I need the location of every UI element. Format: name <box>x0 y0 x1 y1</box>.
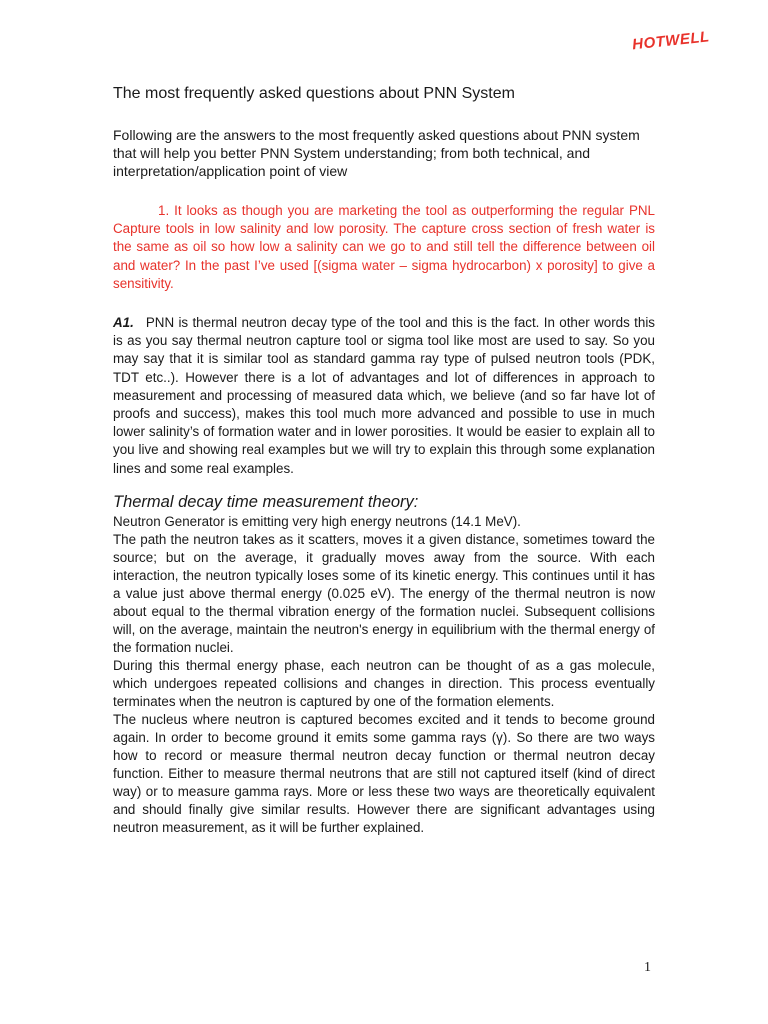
document-title: The most frequently asked questions about PNN System <box>113 85 515 102</box>
answer-1-label: A1. <box>113 315 134 331</box>
section-heading: Thermal decay time measurement theory: <box>113 492 419 511</box>
answer-1 <box>113 314 655 478</box>
body-paragraph-1: Neutron Generator is emitting very high energy neutrons (14.1 MeV). <box>113 513 521 529</box>
question-1: 1. It looks as though you are marketing the tool as outperforming the regular PNL Capture tools in low salinity and low porosity. The capture cross section of fresh water is the same as oil so how low a salinity can we go to and still tell the difference between oil and water? In the past I’ve used [(sigma water – sigma hydrocarbon) x porosity] to give a sensitivity. <box>113 203 655 291</box>
body-paragraph-2: The path the neutron takes as it scatters, moves it a given distance, sometimes toward the source; but on the average, it gradually moves away from the source. With each interaction, the neutron typically loses some of its kinetic energy. This continues until it has a value just above thermal energy (0.025 eV). The energy of the thermal neutron is now about equal to the thermal vibration energy of the formation nuclei. Subsequent collisions will, on the average, maintain the neutron's energy in equilibrium with the thermal energy of the formation nuclei. <box>113 531 655 655</box>
body-paragraph-3: During this thermal energy phase, each neutron can be thought of as a gas molecule, which undergoes repeated collisions and changes in direction. This process eventually terminates when the neutron is captured by one of the formation elements. <box>113 657 655 709</box>
intro-paragraph: Following are the answers to the most frequently asked questions about PNN system that will help you better PNN System understanding; from both technical, and interpretation/application point of view <box>113 127 640 179</box>
answer-1-text: PNN is thermal neutron decay type of the tool and this is the fact. In other words this is as you say thermal neutron capture tool or sigma tool like most are used to say. So you may say that it is similar tool as standard gamma ray type of pulsed neutron tools (PDK, TDT etc..). However there is a lot of advantages and lot of differences in approach to measurement and processing of measured data which, we believe (and so far have lot of proofs and success), makes this tool much more advanced and possible to use in much lower salinity’s of formation water and in lower porosities. It would be easier to explain all to you live and showing real examples but we will try to explain this through some explanation lines and some real examples. <box>113 315 655 476</box>
document-body <box>113 84 655 837</box>
page-number: 1 <box>644 960 651 975</box>
body-paragraph-4: The nucleus where neutron is captured becomes excited and it tends to become ground again. In order to become ground it emits some gamma rays (γ). So there are two ways how to record or measure thermal neutron decay function or thermal neutron decay function. Either to measure thermal neutrons that are still not captured itself (kind of direct way) or to measure gamma rays. More or less these two ways are theoretically equivalent and should finally give similar results. However there are significant advantages using neutron measurement, as it will be further explained. <box>113 711 655 835</box>
svg-text:HOTWELL: HOTWELL <box>631 28 711 54</box>
hotwell-logo <box>630 26 711 54</box>
hotwell-logo-wordmark <box>630 26 711 54</box>
